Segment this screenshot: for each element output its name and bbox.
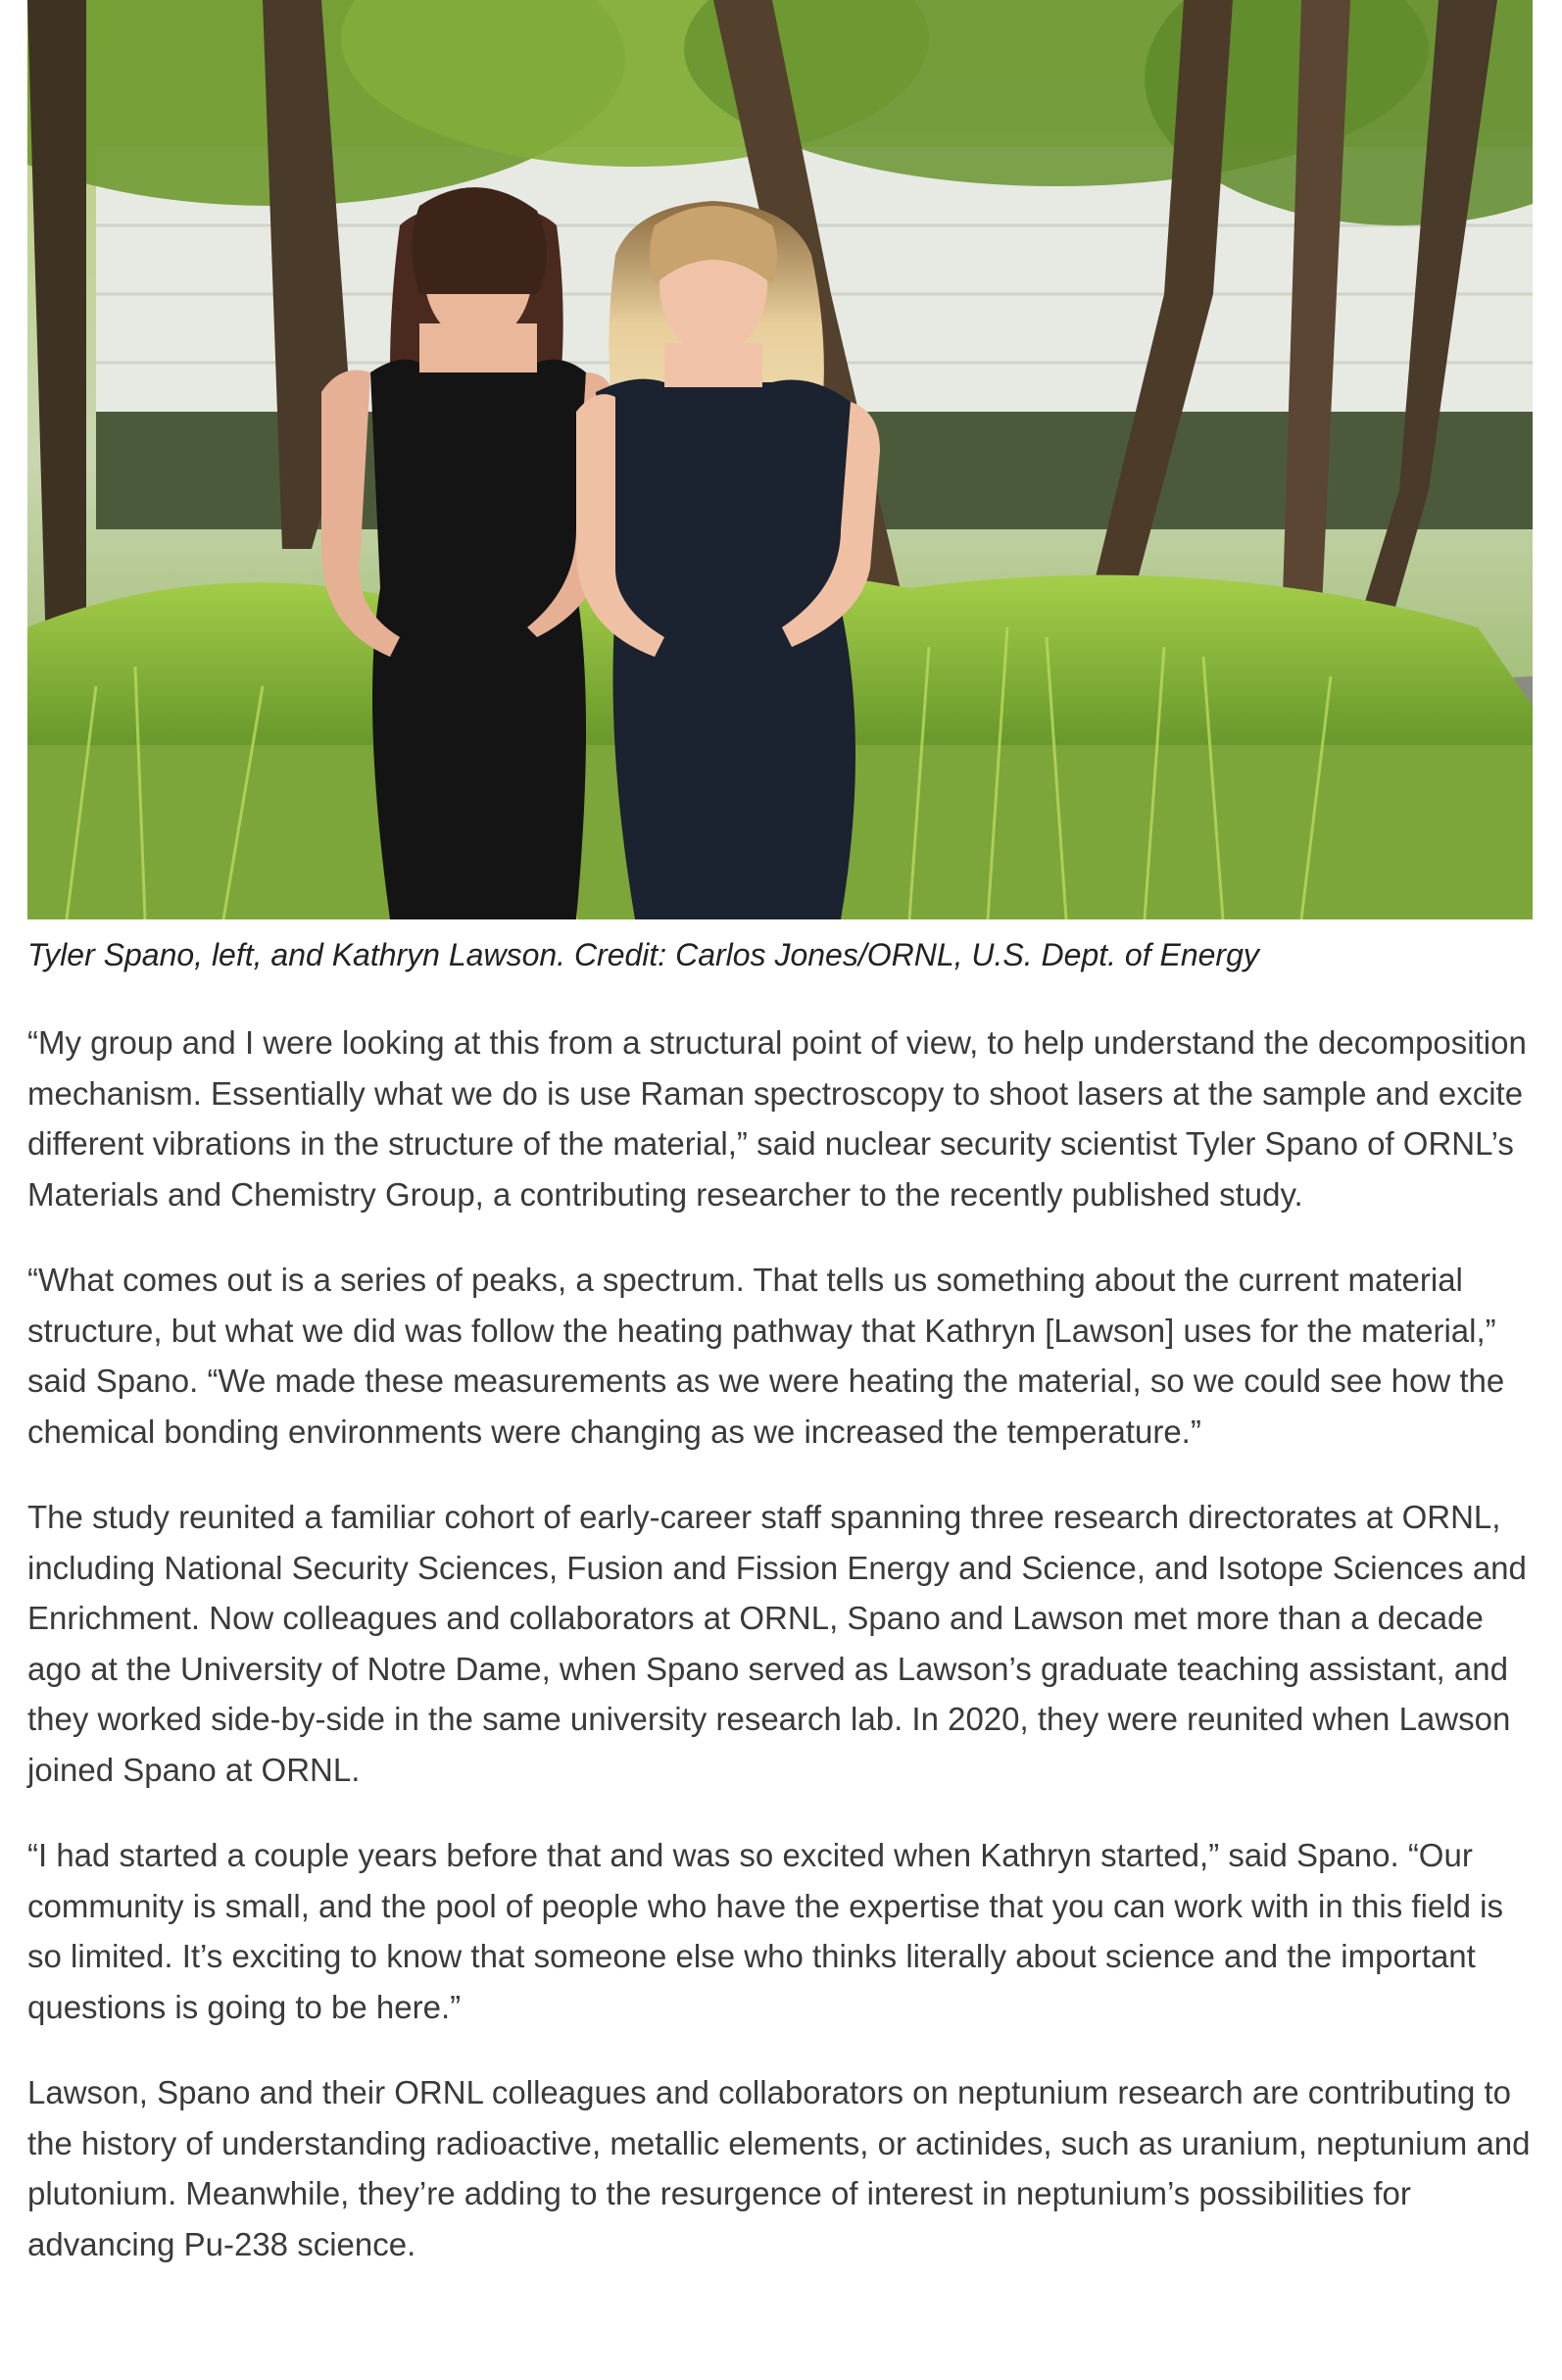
photo-illustration	[27, 0, 1533, 919]
paragraph: The study reunited a familiar cohort of early-career staff spanning three research directorates at ORNL, including National Security Sciences, Fusion and Fission Energy and Science, and Isotope Sciences and Enrichment. Now colleagues and collaborators at ORNL, Spano and Lawson met more than a decade ago at the University of Notre Dame, when Spano served as Lawson’s graduate teaching assistant, and they worked side-by-side in the same university research lab. In 2020, they were reunited when Lawson joined Spano at ORNL.	[27, 1499, 1527, 1788]
paragraph: “What comes out is a series of peaks, a spectrum. That tells us something about the current material structure, but what we did was follow the heating pathway that Kathryn [Lawson] uses for the material,” said Spano. “We made these measurements as we were heating the material, so we could see how the chemical bonding environments were changing as we increased the temperature.”	[27, 1262, 1505, 1450]
paragraph: “My group and I were looking at this from a structural point of view, to help understand the decomposition mechanism. Essentially what we do is use Raman spectroscopy to shoot lasers at the sample and excite different vibrations in the structure of the material,” said nuclear security scientist Tyler Spano of ORNL’s Materials and Chemistry Group, a contributing researcher to the recently published study.	[27, 1024, 1527, 1213]
article-body	[27, 1017, 1544, 2305]
article-photo	[27, 0, 1533, 919]
photo-caption: Tyler Spano, left, and Kathryn Lawson. Credit: Carlos Jones/ORNL, U.S. Dept. of Energy	[27, 937, 1259, 972]
paragraph: Lawson, Spano and their ORNL colleagues and collaborators on neptunium research are contributing to the history of understanding radioactive, metallic elements, or actinides, such as uranium, neptunium and plutonium. Meanwhile, they’re adding to the resurgence of interest in neptunium’s possibilities for advancing Pu-238 science.	[27, 2074, 1531, 2262]
paragraph: “I had started a couple years before that and was so excited when Kathryn started,” said Spano. “Our community is small, and the pool of people who have the expertise that you can work with in this field is so limited. It’s exciting to know that someone else who thinks literally about science and the important questions is going to be here.”	[27, 1837, 1503, 2025]
